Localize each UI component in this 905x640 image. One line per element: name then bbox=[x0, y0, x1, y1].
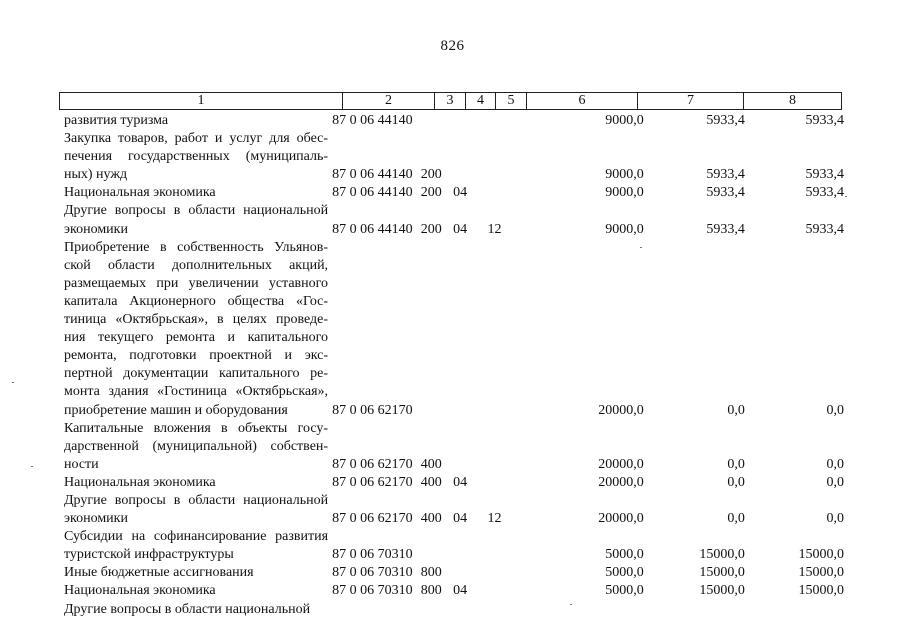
description-line: дарственной (муниципальной) собствен- bbox=[64, 438, 329, 454]
header-col-5: 5 bbox=[496, 93, 527, 109]
row-amount-8: 0,0 bbox=[826, 456, 844, 472]
description-line: туристской инфраструктуры bbox=[64, 547, 234, 563]
row-description bbox=[64, 564, 328, 582]
row-amount-8: 5933,4 bbox=[805, 167, 844, 183]
row-amount-6: 9000,0 bbox=[605, 185, 644, 201]
row-code: 87 0 06 62170 bbox=[332, 474, 413, 490]
table-row bbox=[64, 112, 844, 130]
row-description bbox=[64, 582, 328, 600]
scan-speck bbox=[570, 604, 572, 605]
row-amount-7: 15000,0 bbox=[699, 565, 745, 581]
row-amount-7: 15000,0 bbox=[699, 583, 745, 599]
row-code: 87 0 06 70310 bbox=[332, 583, 413, 599]
header-col-1: 1 bbox=[60, 93, 343, 109]
description-line: ской области дополнительных акций, bbox=[64, 257, 329, 273]
row-description bbox=[64, 474, 328, 492]
row-description bbox=[64, 202, 328, 238]
row-expense-type: 800 bbox=[420, 565, 442, 581]
table-row bbox=[64, 239, 844, 420]
table-row bbox=[64, 474, 844, 492]
description-line: пертной документации капитального ре- bbox=[64, 366, 329, 382]
description-line: экономики bbox=[64, 221, 128, 237]
description-line: монта здания «Гостиница «Октябрьская», bbox=[64, 384, 329, 400]
header-col-2: 2 bbox=[343, 93, 435, 109]
table-row bbox=[64, 582, 844, 600]
table-row bbox=[64, 130, 844, 184]
header-col-8: 8 bbox=[789, 93, 796, 108]
row-amount-8: 15000,0 bbox=[798, 583, 844, 599]
row-amount-6: 5000,0 bbox=[605, 583, 644, 599]
row-code: 87 0 06 70310 bbox=[332, 547, 413, 563]
row-amount-8: 5933,4 bbox=[805, 113, 844, 128]
row-expense-type: 200 bbox=[420, 185, 442, 201]
scan-speck bbox=[12, 382, 14, 383]
row-amount-6: 20000,0 bbox=[598, 402, 644, 418]
row-code: 87 0 06 70310 bbox=[332, 565, 413, 581]
page-number: 826 bbox=[440, 38, 465, 54]
table-row bbox=[64, 202, 844, 238]
row-amount-6: 9000,0 bbox=[605, 167, 644, 183]
description-line: ности bbox=[64, 456, 99, 472]
row-amount-7: 0,0 bbox=[727, 511, 745, 527]
row-amount-6: 9000,0 bbox=[605, 221, 644, 237]
description-line: Национальная экономика bbox=[64, 474, 216, 490]
scan-speck bbox=[845, 196, 847, 197]
description-line: ния текущего ремонта и капитального bbox=[64, 330, 329, 346]
row-section: 04 bbox=[453, 221, 468, 237]
row-amount-6: 20000,0 bbox=[598, 474, 644, 490]
description-line: Национальная экономика bbox=[64, 583, 216, 599]
row-description bbox=[64, 420, 328, 474]
row-amount-8: 15000,0 bbox=[798, 547, 844, 563]
table-row bbox=[64, 492, 844, 528]
row-amount-8: 15000,0 bbox=[798, 565, 844, 581]
description-line: ных) нужд bbox=[64, 167, 128, 183]
table-row bbox=[64, 528, 844, 564]
description-line: Субсидии на софинансирование развития bbox=[64, 529, 329, 545]
row-amount-8: 0,0 bbox=[826, 474, 844, 490]
row-code: 87 0 06 44140 bbox=[332, 113, 413, 128]
header-col-6: 6 bbox=[527, 93, 638, 109]
row-description bbox=[64, 239, 328, 420]
scan-speck bbox=[31, 466, 33, 467]
row-expense-type: 800 bbox=[420, 583, 442, 599]
row-amount-7: 5933,4 bbox=[706, 185, 745, 201]
description-line: Приобретение в собственность Ульянов- bbox=[64, 239, 329, 255]
scan-speck bbox=[640, 247, 642, 248]
description-line: капитала Акционерного общества «Гос- bbox=[64, 293, 329, 309]
description-line: Иные бюджетные ассигнования bbox=[64, 565, 254, 581]
description-line: Другие вопросы в области национальной bbox=[64, 601, 311, 617]
row-amount-8: 0,0 bbox=[826, 402, 844, 418]
row-amount-7: 0,0 bbox=[727, 402, 745, 418]
description-line: экономики bbox=[64, 511, 128, 527]
description-line: развития туризма bbox=[64, 113, 169, 128]
row-expense-type: 400 bbox=[420, 511, 442, 527]
row-amount-8: 5933,4 bbox=[805, 221, 844, 237]
row-amount-6: 20000,0 bbox=[598, 456, 644, 472]
description-line: Капитальные вложения в объекты госу- bbox=[64, 420, 329, 436]
table-body bbox=[64, 112, 844, 619]
row-code: 87 0 06 44140 bbox=[332, 185, 413, 201]
row-code: 87 0 06 62170 bbox=[332, 402, 413, 418]
table-row bbox=[64, 564, 844, 582]
row-amount-8: 5933,4 bbox=[805, 185, 844, 201]
description-line: Национальная экономика bbox=[64, 185, 216, 201]
row-amount-7: 15000,0 bbox=[699, 547, 745, 563]
description-line: печения государственных (муниципаль- bbox=[64, 149, 329, 165]
row-amount-6: 5000,0 bbox=[605, 547, 644, 563]
row-section: 04 bbox=[453, 583, 468, 599]
table-row bbox=[64, 601, 844, 619]
row-description bbox=[64, 492, 328, 528]
description-line: Другие вопросы в области национальной bbox=[64, 492, 329, 508]
row-amount-6: 5000,0 bbox=[605, 565, 644, 581]
row-amount-7: 5933,4 bbox=[706, 113, 745, 128]
row-code: 87 0 06 62170 bbox=[332, 456, 413, 472]
header-col-4: 4 bbox=[466, 93, 496, 109]
row-amount-6: 20000,0 bbox=[598, 511, 644, 527]
row-subsection: 12 bbox=[487, 511, 502, 527]
row-description bbox=[64, 528, 328, 564]
table-row bbox=[64, 420, 844, 474]
row-section: 04 bbox=[453, 474, 468, 490]
row-amount-6: 9000,0 bbox=[605, 113, 644, 128]
row-expense-type: 400 bbox=[420, 474, 442, 490]
row-expense-type: 400 bbox=[420, 456, 442, 472]
row-section: 04 bbox=[453, 511, 468, 527]
row-code: 87 0 06 62170 bbox=[332, 511, 413, 527]
row-subsection: 12 bbox=[487, 221, 502, 237]
header-col-7: 7 bbox=[638, 93, 744, 109]
description-line: тиница «Октябрьская», в целях проведе- bbox=[64, 312, 329, 328]
description-line: размещаемых при увеличении уставного bbox=[64, 275, 329, 291]
row-code: 87 0 06 44140 bbox=[332, 167, 413, 183]
row-amount-8: 0,0 bbox=[826, 511, 844, 527]
row-description bbox=[64, 184, 328, 202]
table-header bbox=[59, 92, 842, 110]
row-amount-7: 0,0 bbox=[727, 456, 745, 472]
description-line: Закупка товаров, работ и услуг для обес- bbox=[64, 131, 329, 147]
row-description bbox=[64, 130, 328, 184]
description-line: Другие вопросы в области национальной bbox=[64, 203, 329, 219]
row-section: 04 bbox=[453, 185, 468, 201]
description-line: приобретение машин и оборудования bbox=[64, 402, 288, 418]
row-code: 87 0 06 44140 bbox=[332, 221, 413, 237]
row-amount-7: 5933,4 bbox=[706, 221, 745, 237]
description-line: ремонта, подготовки проектной и экс- bbox=[64, 348, 329, 364]
header-col-3: 3 bbox=[435, 93, 466, 109]
row-description bbox=[64, 601, 328, 619]
row-amount-7: 0,0 bbox=[727, 474, 745, 490]
row-expense-type: 200 bbox=[420, 167, 442, 183]
row-expense-type: 200 bbox=[420, 221, 442, 237]
row-amount-7: 5933,4 bbox=[706, 167, 745, 183]
row-description bbox=[64, 112, 328, 130]
table-row bbox=[64, 184, 844, 202]
